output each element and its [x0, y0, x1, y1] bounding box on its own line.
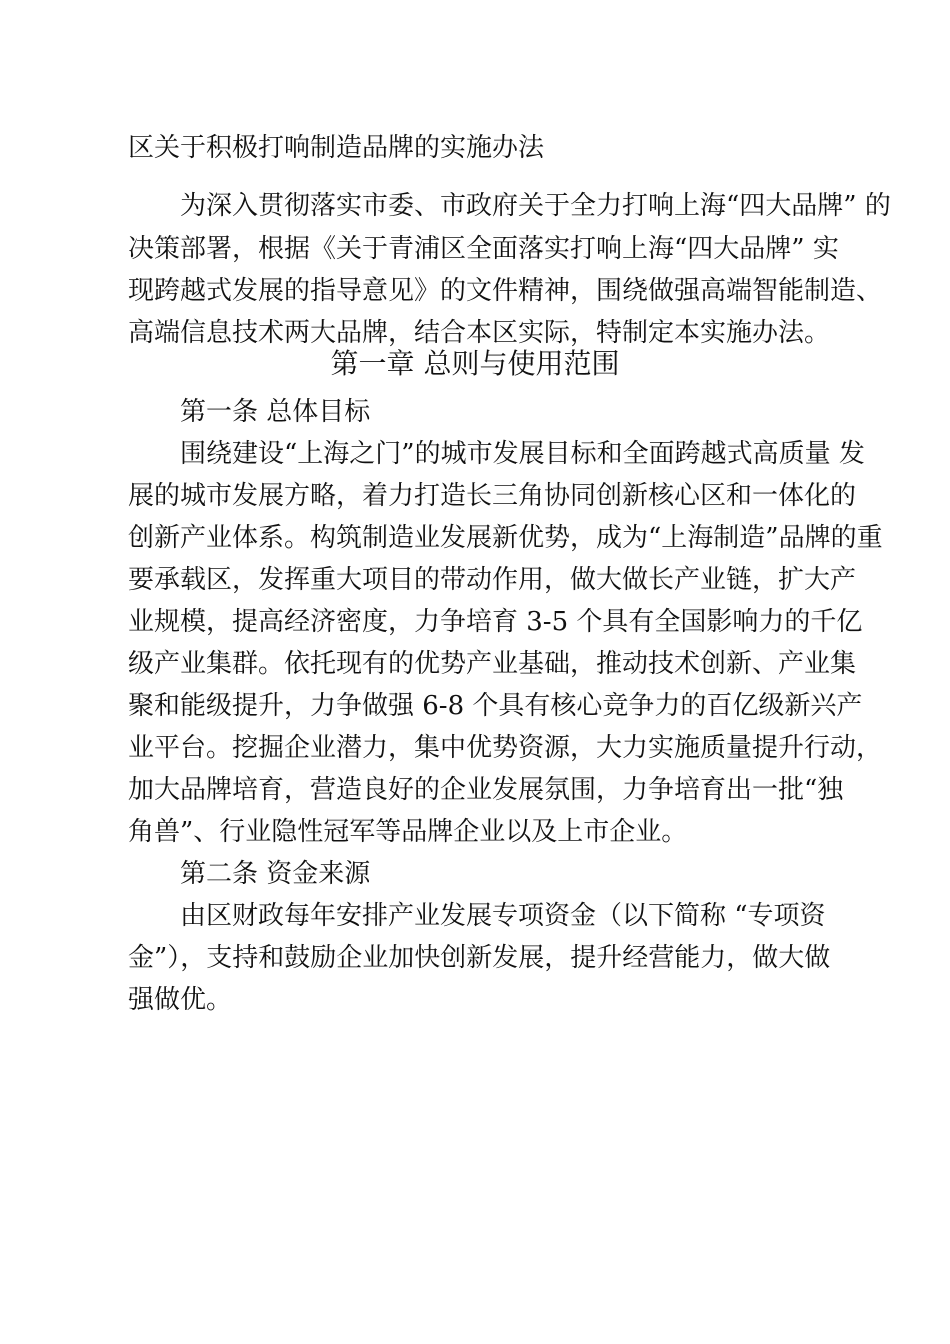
article1-line: 加大品牌培育，营造良好的企业发展氛围，力争培育出一批“独: [128, 775, 844, 805]
intro-line: 现跨越式发展的指导意见》的文件精神，围绕做强高端智能制造、: [128, 276, 883, 306]
article2-line: 由区财政每年安排产业发展专项资金（以下简称 “专项资: [180, 901, 826, 931]
article1-line: 聚和能级提升，力争做强 6-8 个具有核心竞争力的百亿级新兴产: [128, 691, 863, 721]
article2-line: 强做优。: [128, 985, 233, 1015]
article1-line: 业平台。挖掘企业潜力，集中优势资源，大力实施质量提升行动，: [128, 733, 883, 763]
article1-line: 展的城市发展方略，着力打造长三角协同创新核心区和一体化的: [128, 481, 857, 511]
article1-line: 创新产业体系。构筑制造业发展新优势，成为“上海制造”品牌的重: [128, 523, 883, 553]
intro-line: 为深入贯彻落实市委、市政府关于全力打响上海“四大品牌” 的: [180, 191, 891, 221]
intro-line: 决策部署，根据《关于青浦区全面落实打响上海“四大品牌” 实: [128, 234, 839, 264]
article1-line: 围绕建设“上海之门”的城市发展目标和全面跨越式高质量 发: [180, 439, 865, 469]
article1-line: 角兽”、行业隐性冠军等品牌企业以及上市企业。: [128, 817, 688, 847]
article1-line: 业规模，提高经济密度，力争培育 3-5 个具有全国影响力的千亿: [128, 607, 863, 637]
article1-line: 要承载区，发挥重大项目的带动作用，做大做长产业链，扩大产: [128, 565, 857, 595]
article2-line: 金”），支持和鼓励企业加快创新发展，提升经营能力，做大做: [128, 943, 831, 973]
document-title: 区关于积极打响制造品牌的实施办法: [128, 133, 545, 163]
article1-line: 级产业集群。依托现有的优势产业基础，推动技术创新、产业集: [128, 649, 857, 679]
chapter-title: 第一章 总则与使用范围: [330, 347, 620, 380]
intro-line: 高端信息技术两大品牌，结合本区实际，特制定本实施办法。: [128, 318, 831, 348]
article1-heading: 第一条 总体目标: [180, 397, 371, 427]
article2-heading: 第二条 资金来源: [180, 859, 371, 889]
